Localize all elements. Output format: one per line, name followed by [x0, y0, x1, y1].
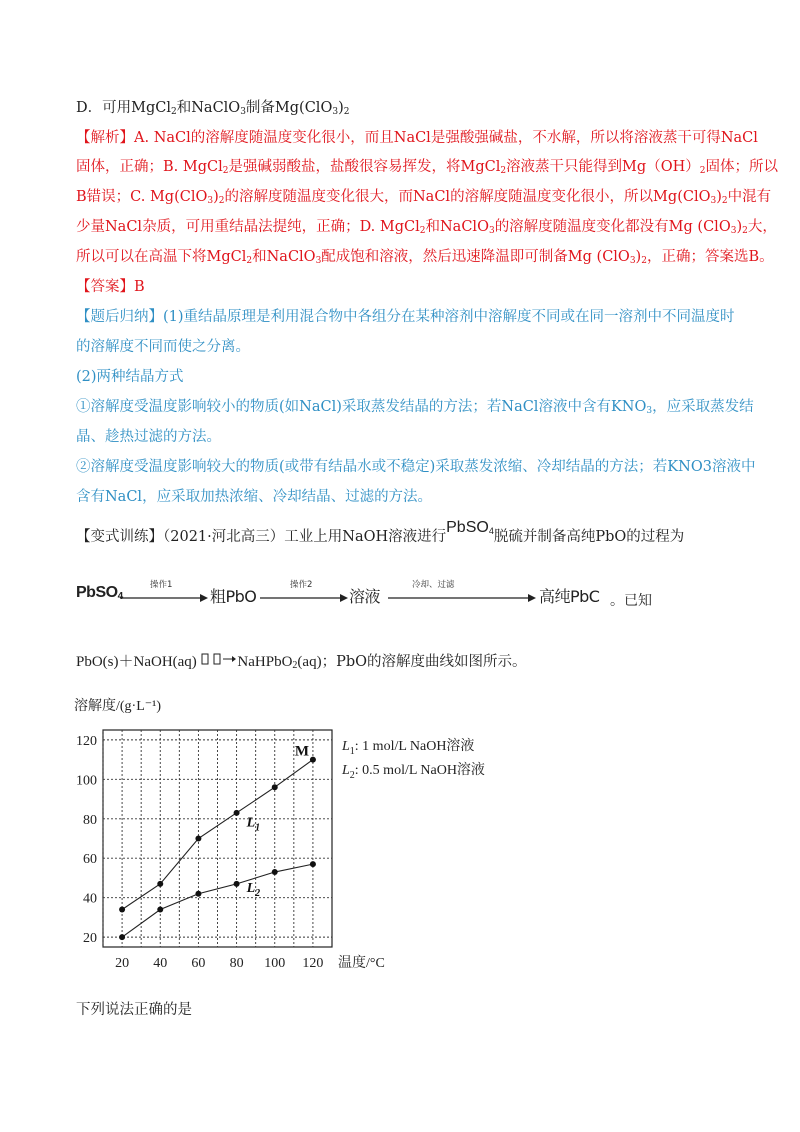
arrowhead-3 [528, 594, 536, 602]
arrowhead-1 [200, 594, 208, 602]
equilibrium-line: PbO(s)＋NaOH(aq) NaHPbO$_2$(aq)；PbO的溶解度曲线如图所示。 [76, 654, 527, 671]
analysis-line-5: 所以可以在高温下将MgCl$_2$和NaClO$_3$配成饱和溶液，然后迅速降温即可制备Mg $(ClO_3)_2$，正确；答案选B。 [76, 249, 774, 266]
x-tick-label: 60 [191, 956, 206, 971]
x-axis-label: 温度/°C [338, 956, 385, 971]
data-point-L2 [272, 869, 278, 875]
answer-line: 【答案】B [76, 279, 145, 295]
x-tick-label: 80 [229, 956, 244, 971]
arrowhead-2 [340, 594, 348, 602]
x-tick-label: 20 [115, 956, 130, 971]
pbso4-formula: PbSO$_4$ [446, 519, 494, 536]
legend-entry: $L_2$: 0.5 mol/L NaOH溶液 [342, 763, 485, 781]
data-point-L1 [310, 757, 316, 763]
step2-label: 操作2 [290, 580, 313, 590]
summary-line-5: 晶、趁热过滤的方法。 [76, 429, 221, 445]
flow-start: PbSO$_4$ [76, 584, 123, 602]
summary-line-3: (2)两种结晶方式 [76, 369, 184, 385]
summary-line-4: ①溶解度受温度影响较小的物质(如NaCl)采取蒸发结晶的方法；若NaCl溶液中含有$KNO_3$，应采取蒸发结 [76, 399, 754, 416]
y-tick-label: 80 [83, 812, 97, 828]
y-tick-label: 40 [83, 891, 97, 907]
summary-line-7: 含有NaCl，应采取加热浓缩、冷却结晶、过滤的方法。 [76, 489, 433, 505]
y-tick-label: 100 [76, 773, 97, 789]
legend-entry: $L_1$: 1 mol/L NaOH溶液 [342, 739, 475, 757]
y-axis-label: 溶解度/(g·L⁻¹) [74, 699, 162, 714]
flow-product: 高纯PbC [539, 587, 600, 606]
solubility-chart [70, 690, 570, 980]
option-d: D．可用MgCl$_2$和NaClO$_3$制备$Mg(ClO_3)_2$ [76, 100, 350, 117]
data-point-L1 [157, 881, 163, 887]
summary-line-2: 的溶解度不同而使之分离。 [76, 339, 250, 355]
data-point-L2 [310, 861, 316, 867]
analysis-line-1: 【解析】A. NaCl的溶解度随温度变化很小，而且NaCl是强酸强碱盐，不水解，所以将溶液蒸干可得NaCl [76, 130, 758, 146]
point-label-m: M [294, 743, 310, 760]
x-tick-label: 40 [153, 956, 168, 971]
process-flow [76, 578, 716, 618]
data-point-L2 [157, 907, 163, 913]
step1-label: 操作1 [150, 580, 173, 590]
y-tick-label: 60 [83, 852, 97, 868]
data-point-L1 [272, 784, 278, 790]
chart-svg [70, 690, 570, 980]
flow-tail: 。已知 [610, 593, 652, 609]
data-point-L2 [119, 934, 125, 940]
step3-label: 冷却、过滤 [412, 580, 455, 590]
summary-line-1: 【题后归纳】(1)重结晶原理是利用混合物中各组分在某种溶剂中溶解度不同或在同一溶剂中不同温度时 [76, 309, 735, 325]
question-line: 下列说法正确的是 [76, 1002, 192, 1018]
flow-crude: 粗PbO [210, 587, 257, 606]
y-tick-label: 20 [83, 931, 97, 947]
analysis-line-3: B错误；C. $Mg(ClO_3)_2$的溶解度随温度变化很大，而NaCl的溶解度随温度变化很小，所以$Mg(ClO_3)_2$中混有 [76, 189, 772, 206]
data-point-L1 [234, 810, 240, 816]
data-point-L1 [195, 836, 201, 842]
series-label-l1: $L_1$ [246, 815, 261, 834]
flow-solution: 溶液 [349, 587, 381, 606]
reversible-arrow-icon [201, 653, 237, 667]
data-point-L2 [195, 891, 201, 897]
series-label-l2: $L_2$ [246, 880, 261, 899]
x-tick-label: 120 [302, 956, 324, 971]
x-tick-label: 100 [264, 956, 286, 971]
data-point-L2 [234, 881, 240, 887]
analysis-line-2: 固体，正确；B. MgCl$_2$是强碱弱酸盐，盐酸很容易挥发，将MgCl$_2$溶液蒸干只能得到$Mg(OH)_2$固体；所以 [76, 159, 778, 176]
y-tick-label: 120 [76, 733, 97, 749]
variant-training-line: 【变式训练】（2021·河北高三）工业上用NaOH溶液进行PbSO$_4$脱硫并制备高纯PbO的过程为 [76, 519, 685, 545]
analysis-line-4: 少量NaCl杂质，可用重结晶法提纯，正确；D. MgCl$_2$和NaClO$_3$的溶解度随温度变化都没有Mg $(ClO_3)_2$大， [76, 219, 777, 236]
summary-line-6: ②溶解度受温度影响较大的物质(或带有结晶水或不稳定)采取蒸发浓缩、冷却结晶的方法；若KNO3溶液中 [76, 459, 756, 475]
data-point-L1 [119, 907, 125, 913]
